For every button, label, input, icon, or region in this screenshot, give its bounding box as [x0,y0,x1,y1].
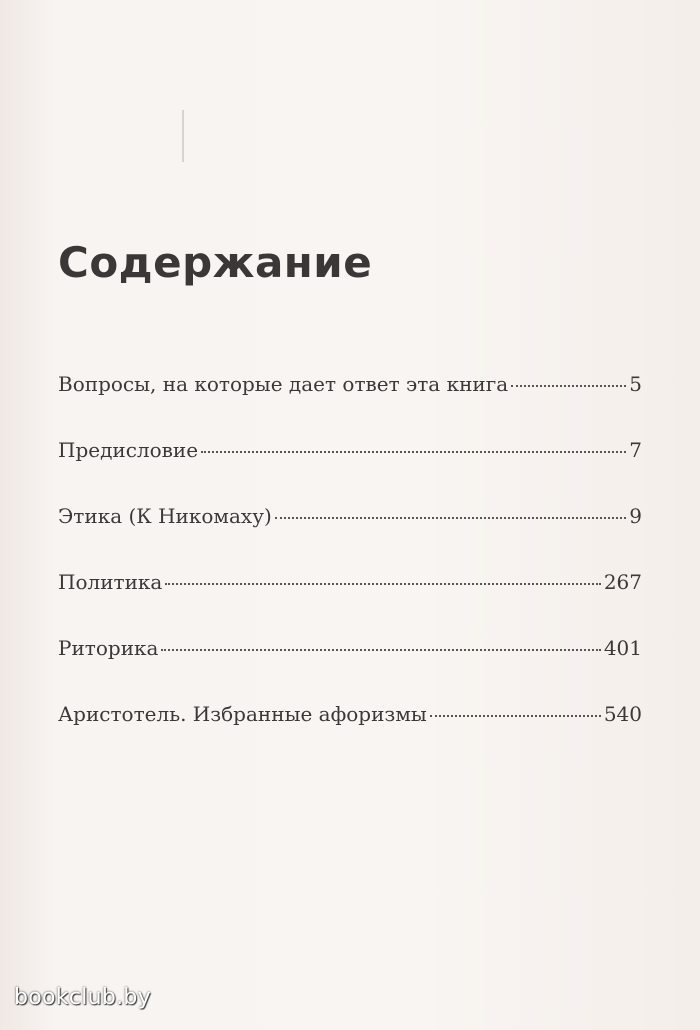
toc-entry [58,364,642,430]
toc-entry-page: 267 [603,570,642,594]
toc-entry-page: 7 [629,438,642,462]
watermark: bookclub.by [14,985,152,1010]
page-crease [182,110,184,162]
toc-entry-title: Вопросы, на которые дает ответ эта книга [58,372,509,396]
dot-leader [511,385,626,387]
page-title: Содержание [58,238,373,287]
toc-entry [58,430,642,496]
table-of-contents [58,364,642,760]
dot-leader [161,649,600,651]
toc-entry-title: Политика [58,570,163,594]
toc-entry [58,562,642,628]
dot-leader [165,583,600,585]
toc-entry [58,496,642,562]
toc-entry-title: Риторика [58,636,159,660]
dot-leader [275,517,627,519]
toc-entry-page: 401 [603,636,642,660]
toc-entry [58,628,642,694]
toc-entry-title: Предисловие [58,438,199,462]
toc-entry-page: 9 [629,504,642,528]
dot-leader [201,451,626,453]
toc-entry-title: Аристотель. Избранные афоризмы [58,702,427,726]
toc-entry-title: Этика (К Никомаху) [58,504,272,528]
toc-entry [58,694,642,760]
toc-entry-page: 5 [629,372,642,396]
dot-leader [430,715,601,717]
toc-entry-page: 540 [603,702,642,726]
